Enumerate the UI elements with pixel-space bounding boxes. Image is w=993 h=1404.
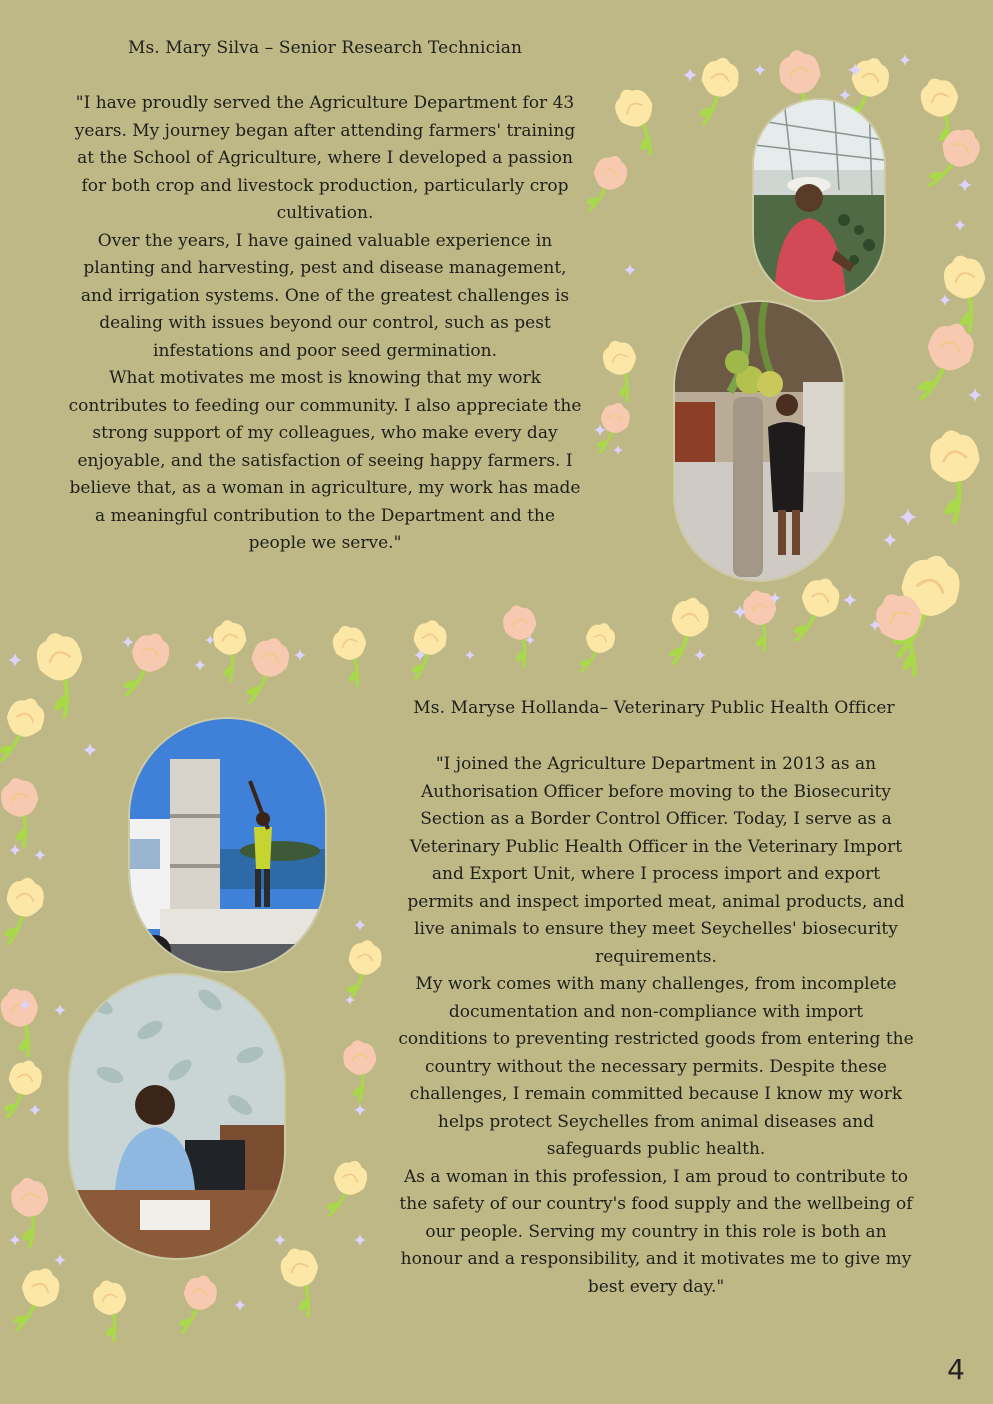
sparkle-icon <box>899 508 917 526</box>
flower-icon <box>921 121 987 199</box>
sparkle-icon <box>194 659 206 671</box>
flower-icon <box>174 1271 221 1339</box>
sparkle-icon <box>769 592 781 604</box>
flower-icon <box>0 875 47 950</box>
sparkle-icon <box>883 533 897 547</box>
flower-icon <box>7 1263 65 1341</box>
flower-icon <box>8 1175 56 1250</box>
profile-2-quote: "I joined the Agriculture Department in 2013 as an Authorisation Officer before moving to the Biosecurity Section as a Border Control Officer. Today, I serve as a Veterinary Public Health Officer in the Veterinary Import and Export Unit, where I process import and export permits and inspect imported meat, animal products, and live animals to ensure they meet Seychelles' biosecurity requirements. My work comes with many challenges, from incomplete documentation and non-compliance with import conditions to preventing restricted goods from entering the country without the necessary permits. Despite these challenges, I remain committed because I know my work helps protect Seychelles from animal diseases and safeguards public health. As a woman in this profession, I am proud to contribute to the safety of our country's food supply and the wellbeing of our people. Serving my country in this role is both an honour and a responsibility, and it motivates me to give my best every day." <box>398 754 914 1297</box>
flower-icon <box>275 1243 333 1321</box>
flower-icon <box>31 628 96 721</box>
sparkle-icon <box>848 63 862 77</box>
flower-icon <box>939 251 993 336</box>
profile-1-title: Ms. Mary Silva – Senior Research Technician <box>127 38 523 58</box>
flower-icon <box>574 619 619 679</box>
sparkle-icon <box>694 649 706 661</box>
flower-icon <box>0 983 53 1061</box>
sparkle-icon <box>9 844 21 856</box>
flower-icon <box>0 774 50 850</box>
sparkle-icon <box>754 64 766 76</box>
flower-icon <box>321 1156 373 1225</box>
sparkle-icon <box>54 1254 66 1266</box>
flower-icon <box>211 617 254 683</box>
sparkle-icon <box>9 1234 21 1246</box>
profile-1-quote: "I have proudly served the Agriculture Department for 43 years. My journey began after attending farmers' training at the School of Agriculture, where I developed a passion for both crop and livestock production, particularly crop cultivation. Over the years, I have gained valuable experience in planting and harvesting, pest and disease management, and irrigation systems. One of the greatest challenges is dealing with issues beyond our control, such as pest infestations and poor seed germination. What motivates me most is knowing that my work contributes to feeding our community. I also appreciate the strong support of my colleagues, who make every day enjoyable, and the satisfaction of seeing happy farmers. I believe that, as a woman in agriculture, my work has made a meaningful contribution to the Department and the people we serve." <box>68 93 582 553</box>
profile-2-title: Ms. Maryse Hollanda– Veterinary Public Health Officer <box>413 698 895 718</box>
sparkle-icon <box>205 635 215 645</box>
sparkle-icon <box>624 264 636 276</box>
sparkle-icon <box>954 219 966 231</box>
sparkle-icon <box>122 636 134 648</box>
sparkle-icon <box>19 999 31 1011</box>
flower-icon <box>926 426 990 525</box>
flower-icon <box>0 1056 46 1124</box>
sparkle-icon <box>345 995 355 1005</box>
sparkle-icon <box>465 650 475 660</box>
sparkle-icon <box>525 635 535 645</box>
flower-icon <box>694 55 742 130</box>
flower-icon <box>915 73 973 151</box>
sparkle-icon <box>354 1234 366 1246</box>
profile-2-photo-truck-cargo <box>130 719 325 971</box>
profile-1-photo-greenhouse <box>754 100 884 300</box>
sparkle-icon <box>34 849 46 861</box>
flower-icon <box>910 317 981 412</box>
page-number: 4 <box>947 1353 965 1386</box>
flower-icon <box>499 601 546 669</box>
sparkle-icon <box>8 653 22 667</box>
sparkle-icon <box>839 89 851 101</box>
flower-icon <box>240 634 293 710</box>
sparkle-icon <box>939 294 951 306</box>
sparkle-icon <box>733 605 747 619</box>
flower-icon <box>328 621 380 690</box>
sparkle-icon <box>899 54 911 66</box>
sparkle-icon <box>958 178 972 192</box>
sparkle-icon <box>968 388 982 402</box>
sparkle-icon <box>54 1004 66 1016</box>
flower-icon <box>664 595 712 670</box>
flower-icon <box>117 628 175 706</box>
flower-icon <box>868 586 944 682</box>
sparkle-icon <box>843 593 857 607</box>
sparkle-icon <box>414 649 426 661</box>
flower-icon <box>407 617 450 683</box>
sparkle-icon <box>29 1104 41 1116</box>
flower-icon <box>608 81 674 159</box>
sparkle-icon <box>274 1234 286 1246</box>
flower-icon <box>739 586 786 654</box>
sparkle-icon <box>613 445 623 455</box>
flower-icon <box>884 549 967 668</box>
sparkle-icon <box>683 68 697 82</box>
profile-1-photo-coconut-tree <box>675 302 843 580</box>
profile-2-photo-office-desk <box>70 975 284 1258</box>
flower-icon <box>0 693 50 771</box>
sparkle-icon <box>354 1104 366 1116</box>
sparkle-icon <box>354 919 366 931</box>
sparkle-icon <box>294 649 306 661</box>
flower-icon <box>787 573 845 651</box>
sparkle-icon <box>869 619 881 631</box>
flower-icon <box>89 1276 136 1344</box>
sparkle-icon <box>234 1299 246 1311</box>
sparkle-icon <box>83 743 97 757</box>
